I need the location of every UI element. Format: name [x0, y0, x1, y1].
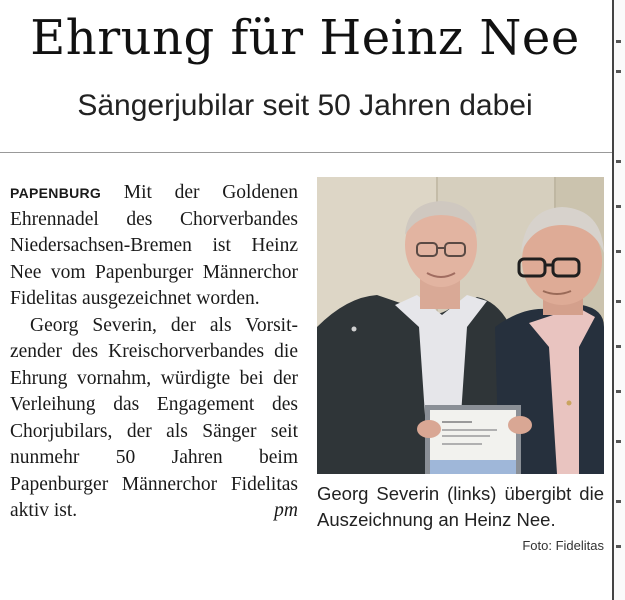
- dateline: PAPENBURG: [10, 185, 102, 201]
- article-body: [10, 180, 298, 525]
- article-headline: Ehrung für Heinz Nee: [30, 10, 580, 66]
- adjacent-column-edge: [614, 0, 625, 600]
- article-subheadline: Sängerjubilar seit 50 Jahren dabei: [77, 89, 533, 122]
- photo-credit: Foto: Fidelitas: [522, 538, 604, 553]
- photo-caption: Georg Severin (links) übergibt die Auszeichnung an Heinz Nee.: [317, 483, 604, 530]
- paragraph-text: Mit der Goldenen Ehrennadel des Chorverbandes Niedersachsen-Bremen ist Heinz Nee vom Papenburger Männerchor Fidelitas ausgezeichnet worden.: [10, 182, 299, 309]
- photo-illustration: [317, 177, 604, 474]
- author-initials: pm: [274, 500, 298, 521]
- article-paragraph: [10, 180, 298, 313]
- paragraph-text: Georg Severin, der als Vorsitzender des Kreischorverbandes die Ehrung vornahm, würdigte bei der Verleihung das Engagement des Chorjubilars, der als Sänger seit nunmehr 50 Jahren beim Papenburger Männerchor Fidelitas aktiv ist.: [10, 314, 298, 521]
- article-paragraph: [10, 313, 298, 525]
- article-photo: [317, 177, 604, 474]
- divider: [0, 152, 612, 153]
